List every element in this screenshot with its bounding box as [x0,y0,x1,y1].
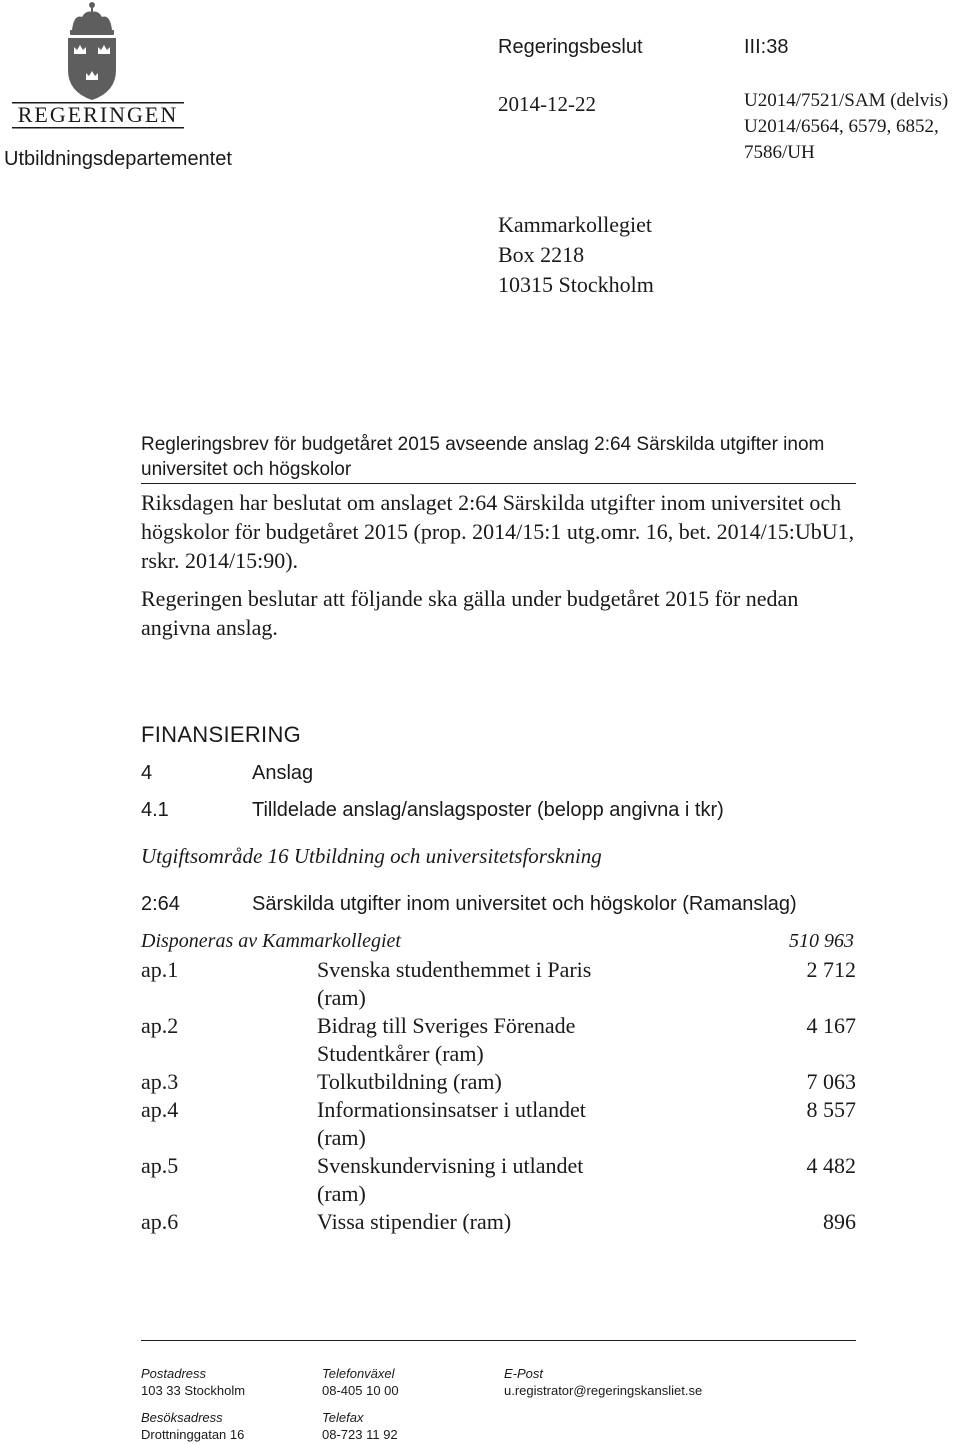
post-name: Informationsinsatser i utlandet (ram) [317,1097,586,1150]
disposal-label: Disponeras av Kammarkollegiet [141,930,401,952]
table-row [141,1012,856,1068]
post-name: Vissa stipendier (ram) [317,1209,512,1234]
section-title: Tilldelade anslag/anslagsposter (belopp angivna i tkr) [252,799,724,821]
footer-phone-label: Telefonväxel [322,1366,395,1381]
department-name: Utbildningsdepartementet [4,148,232,170]
post-code: ap.5 [141,1153,179,1178]
section-title: Anslag [252,762,314,784]
appropriation-title: Särskilda utgifter inom universitet och högskolor (Ramanslag) [252,893,797,915]
footer-visit-label: Besöksadress [141,1410,223,1425]
diary-number-line: U2014/6564, 6579, 6852, [744,116,939,137]
footer-phone-value: 08-405 10 00 [322,1383,399,1398]
footer-visit-value: Drottninggatan 16 [141,1427,245,1442]
expenditure-area: Utgiftsområde 16 Utbildning och universitetsforskning [141,844,602,868]
post-code: ap.6 [141,1209,179,1234]
post-name: Bidrag till Sveriges Förenade Studentkårer (ram) [317,1013,576,1066]
post-code: ap.4 [141,1097,179,1122]
appropriation-posts-table [141,956,856,1236]
recipient-name: Kammarkollegiet [498,212,652,237]
table-row [141,1096,856,1152]
post-amount: 7 063 [806,1069,856,1094]
recipient-address [498,210,654,300]
logo-wordmark: REGERINGEN [17,102,179,127]
subject-heading: Regleringsbrev för budgetåret 2015 avseende anslag 2:64 Särskilda utgifter inom universitet och högskolor [141,434,825,480]
appropriation-number: 2:64 [141,893,180,915]
crest-icon [12,0,184,132]
post-code: ap.2 [141,1013,179,1038]
table-row [141,1152,856,1208]
disposal-amount: 510 963 [789,930,854,952]
table-row [141,1208,856,1236]
footer-divider [141,1340,856,1341]
post-amount: 2 712 [806,957,856,982]
post-name: Tolkutbildning (ram) [317,1069,502,1094]
footer-fax-value: 08-723 11 92 [322,1427,398,1442]
footer-postal-label: Postadress [141,1366,207,1381]
financing-heading: FINANSIERING [141,722,302,747]
post-amount: 4 167 [806,1013,856,1038]
post-amount: 4 482 [806,1153,856,1178]
subject-divider [141,483,856,484]
post-amount: 896 [823,1209,856,1234]
post-code: ap.3 [141,1069,179,1094]
table-row [141,956,856,1012]
government-logo [12,0,184,132]
footer-email-value[interactable]: u.registrator@regeringskansliet.se [504,1383,703,1398]
recipient-box: Box 2218 [498,242,585,267]
document-number: III:38 [744,36,789,58]
document-date: 2014-12-22 [498,92,596,116]
footer-postal-value: 103 33 Stockholm [141,1383,246,1398]
section-number: 4.1 [141,799,169,821]
body-paragraph: Riksdagen har beslutat om anslaget 2:64 Särskilda utgifter inom universitet och högskolor för budgetåret 2015 (prop. 2014/15:1 utg.omr. 16, bet. 2014/15:UbU1, rskr. 2014/15:90). [141,490,855,573]
post-name: Svenskundervisning i utlandet (ram) [317,1153,584,1206]
table-row [141,1068,856,1096]
diary-number-line: U2014/7521/SAM (delvis) [744,90,949,111]
footer-email-label: E-Post [504,1366,544,1381]
post-amount: 8 557 [806,1097,856,1122]
section-number: 4 [141,762,153,784]
post-name: Svenska studenthemmet i Paris (ram) [317,957,592,1010]
body-paragraph: Regeringen beslutar att följande ska gälla under budgetåret 2015 för nedan angivna anslag. [141,586,799,640]
diary-number-line: 7586/UH [744,142,815,163]
recipient-city: 10315 Stockholm [498,272,654,297]
footer-fax-label: Telefax [322,1410,364,1425]
post-code: ap.1 [141,957,179,982]
document-type: Regeringsbeslut [498,36,643,58]
